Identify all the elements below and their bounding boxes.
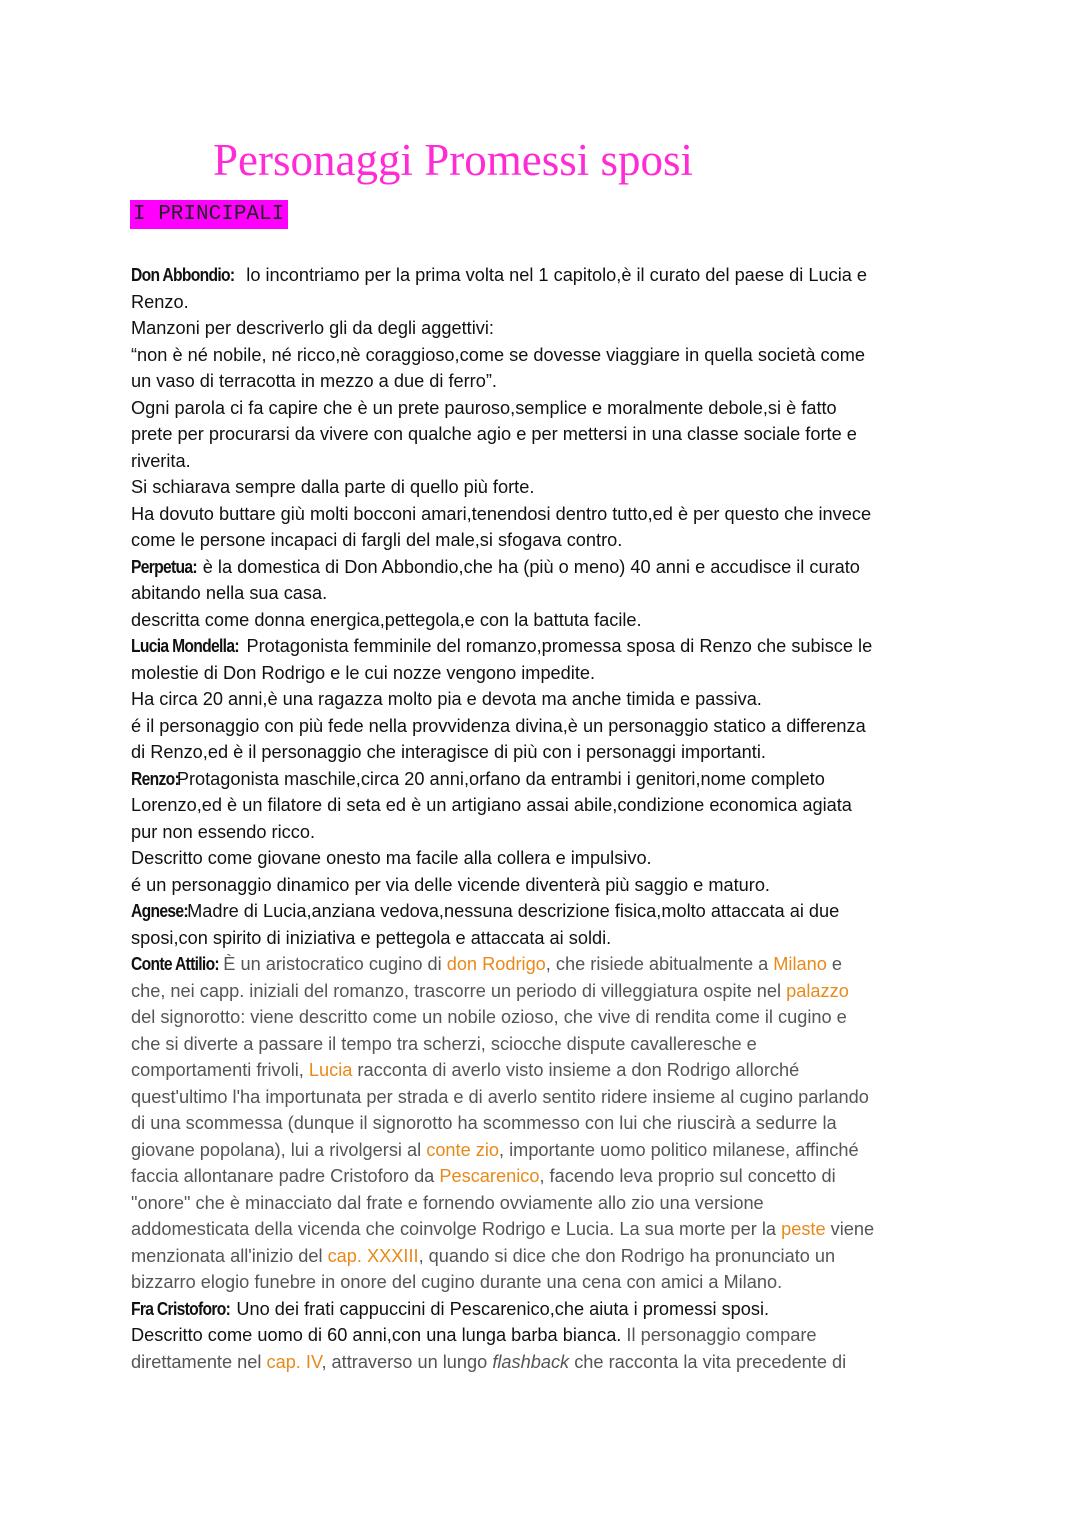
link[interactable]: peste: [781, 1219, 826, 1239]
text-line: [131, 554, 961, 581]
text-run: del signorotto: viene descritto come un nobile ozioso, che vive di rendita come il cugino e: [131, 1007, 847, 1027]
character-name: Conte Attilio:: [131, 954, 219, 974]
text-line: [131, 1243, 961, 1270]
text-run: Uno dei frati cappuccini di Pescarenico,che aiuta i promessi sposi.: [236, 1298, 770, 1319]
character-name: Perpetua:: [131, 556, 197, 577]
document-body: [131, 262, 961, 1375]
text-line: [131, 660, 961, 687]
text-line: [131, 951, 961, 978]
text-run: Si schiarava sempre dalla parte di quello più forte.: [131, 477, 535, 497]
text-run: Lorenzo,ed è un filatore di seta ed è un artigiano assai abile,condizione economica agiata: [131, 795, 852, 815]
text-line: [131, 1190, 961, 1217]
text-line: [131, 448, 961, 475]
text-line: [131, 1349, 961, 1376]
text-line: [131, 845, 961, 872]
text-run: racconta di averlo visto insieme a don Rodrigo allorché: [352, 1060, 800, 1080]
text-line: [131, 395, 961, 422]
text-line: [131, 289, 961, 316]
text-line: [131, 766, 961, 793]
text-line: [131, 1084, 961, 1111]
text-line: [131, 686, 961, 713]
text-run: Madre di Lucia,anziana vedova,nessuna descrizione fisica,molto attaccata ai due: [187, 901, 840, 921]
text-run: descritta come donna energica,pettegola,e con la battuta facile.: [131, 609, 642, 630]
text-run: come le persone incapaci di fargli del male,si sfogava contro.: [131, 530, 623, 550]
text-line: [131, 1004, 961, 1031]
text-run: che, nei capp. iniziali del romanzo, trascorre un periodo di villeggiatura ospite nel: [131, 980, 787, 1001]
text-line: [131, 501, 961, 528]
text-run: di Renzo,ed è il personaggio che interagisce di più con i personaggi importanti.: [131, 742, 766, 762]
text-run: Protagonista femminile del romanzo,promessa sposa di Renzo che subisce le: [246, 636, 873, 656]
text-run: bizzarro elogio funebre in onore del cugino durante una cena con amici a Milano.: [131, 1272, 783, 1292]
text-run: riverita.: [131, 450, 191, 471]
text-run: Descritto come uomo di 60 anni,con una lunga barba bianca.: [131, 1325, 622, 1345]
text-line: [131, 342, 961, 369]
text-run: di una scommessa (dunque il signorotto ha scommesso con lui che riuscirà a sedurre la: [131, 1113, 837, 1133]
link[interactable]: conte zio: [426, 1139, 500, 1160]
text-run: “non è né nobile, né ricco,nè coraggioso,come se dovesse viaggiare in quella società come: [131, 344, 866, 365]
text-run: , facendo leva proprio sul concetto di: [539, 1166, 836, 1186]
link[interactable]: don Rodrigo: [446, 954, 546, 974]
link[interactable]: Pescarenico: [439, 1166, 540, 1186]
text-line: [131, 1216, 961, 1243]
text-line: [131, 925, 961, 952]
text-run: quest'ultimo l'ha importunata per strada e di averlo sentito ridere insieme al cugino parlando: [131, 1086, 869, 1107]
text-run: Renzo.: [131, 291, 189, 312]
text-run: , quando si dice che don Rodrigo ha pronunciato un: [418, 1245, 836, 1266]
text-run: che racconta la vita precedente di: [569, 1351, 847, 1372]
text-line: [131, 1296, 961, 1323]
text-run: un vaso di terracotta in mezzo a due di ferro”.: [131, 371, 497, 391]
text-run: che si diverte a passare il tempo tra scherzi, sciocche dispute cavalleresche e: [131, 1033, 757, 1054]
text-run: , che risiede abitualmente a: [545, 954, 774, 974]
link[interactable]: cap. XXXIII: [327, 1245, 419, 1266]
character-name: Agnese:: [131, 901, 188, 921]
text-run: È un aristocratico cugino di: [223, 954, 447, 974]
text-line: [131, 713, 961, 740]
text-line: [131, 1322, 961, 1349]
text-run: é il personaggio con più fede nella provvidenza divina,è un personaggio statico a differenza: [131, 715, 866, 736]
text-run: abitando nella sua casa.: [131, 583, 328, 603]
text-run: Ha circa 20 anni,è una ragazza molto pia e devota ma anche timida e passiva.: [131, 689, 762, 709]
character-name: Lucia Mondella:: [131, 636, 239, 656]
text-line: [131, 421, 961, 448]
text-line: [131, 898, 961, 925]
text-run: prete per procurarsi da vivere con qualche agio e per mettersi in una classe sociale forte e: [131, 424, 857, 444]
link[interactable]: palazzo: [786, 980, 849, 1001]
page-title: Personaggi Promessi sposi: [213, 135, 694, 185]
text-run: , importante uomo politico milanese, affinché: [499, 1139, 859, 1160]
text-run: molestie di Don Rodrigo e le cui nozze vengono impedite.: [131, 662, 596, 683]
text-line: [131, 1163, 961, 1190]
text-run: Protagonista maschile,circa 20 anni,orfano da entrambi i genitori,nome completo: [176, 768, 825, 789]
text-line: [131, 819, 961, 846]
text-run: Ogni parola ci fa capire che è un prete pauroso,semplice e moralmente debole,si è fatto: [131, 397, 837, 418]
text-line: [131, 739, 961, 766]
character-name: Fra Cristoforo:: [131, 1298, 231, 1319]
link[interactable]: Milano: [773, 954, 827, 974]
text-run: Manzoni per descriverlo gli da degli aggettivi:: [131, 318, 494, 338]
text-run: addomesticata della vicenda che coinvolge Rodrigo e Lucia. La sua morte per la: [131, 1219, 782, 1239]
text-run: sposi,con spirito di iniziativa e pettegola e attaccata ai soldi.: [131, 927, 612, 948]
text-line: [131, 580, 961, 607]
text-line: [131, 527, 961, 554]
link[interactable]: cap. IV: [266, 1351, 322, 1372]
text-line: [131, 1269, 961, 1296]
text-line: [131, 978, 961, 1005]
text-line: [131, 872, 961, 899]
text-run: Descritto come giovane onesto ma facile alla collera e impulsivo.: [131, 848, 652, 868]
text-line: [131, 633, 961, 660]
text-run: flashback: [492, 1351, 570, 1372]
text-line: [131, 1057, 961, 1084]
text-run: giovane popolana), lui a rivolgersi al: [131, 1139, 427, 1160]
text-line: [131, 607, 961, 634]
text-run: menzionata all'inizio del: [131, 1245, 328, 1266]
text-run: è la domestica di Don Abbondio,che ha (più o meno) 40 anni e accudisce il curato: [197, 556, 860, 577]
text-run: e: [826, 954, 843, 974]
text-run: direttamente nel: [131, 1351, 267, 1372]
text-run: Il personaggio compare: [621, 1325, 817, 1345]
text-run: é un personaggio dinamico per via delle vicende diventerà più saggio e maturo.: [131, 874, 770, 895]
section-heading-principali: I PRINCIPALI: [130, 200, 288, 229]
link[interactable]: Lucia: [308, 1060, 353, 1080]
character-name: Renzo:: [131, 768, 180, 789]
text-run: comportamenti frivoli,: [131, 1060, 309, 1080]
text-run: pur non essendo ricco.: [131, 821, 316, 842]
character-name: Don Abbondio:: [131, 265, 235, 285]
text-line: [131, 262, 961, 289]
text-run: Ha dovuto buttare giù molti bocconi amari,tenendosi dentro tutto,ed è per questo che invece: [131, 503, 872, 524]
text-line: [131, 368, 961, 395]
text-line: [131, 1031, 961, 1058]
text-run: , attraverso un lungo: [321, 1351, 493, 1372]
text-run: "onore" che è minacciato dal frate e fornendo ovviamente allo zio una versione: [131, 1192, 764, 1213]
text-line: [131, 474, 961, 501]
text-line: [131, 792, 961, 819]
text-line: [131, 1110, 961, 1137]
text-run: viene: [825, 1219, 875, 1239]
text-run: lo incontriamo per la prima volta nel 1 capitolo,è il curato del paese di Lucia e: [241, 265, 868, 285]
text-line: [131, 315, 961, 342]
text-line: [131, 1137, 961, 1164]
text-run: faccia allontanare padre Cristoforo da: [131, 1166, 440, 1186]
